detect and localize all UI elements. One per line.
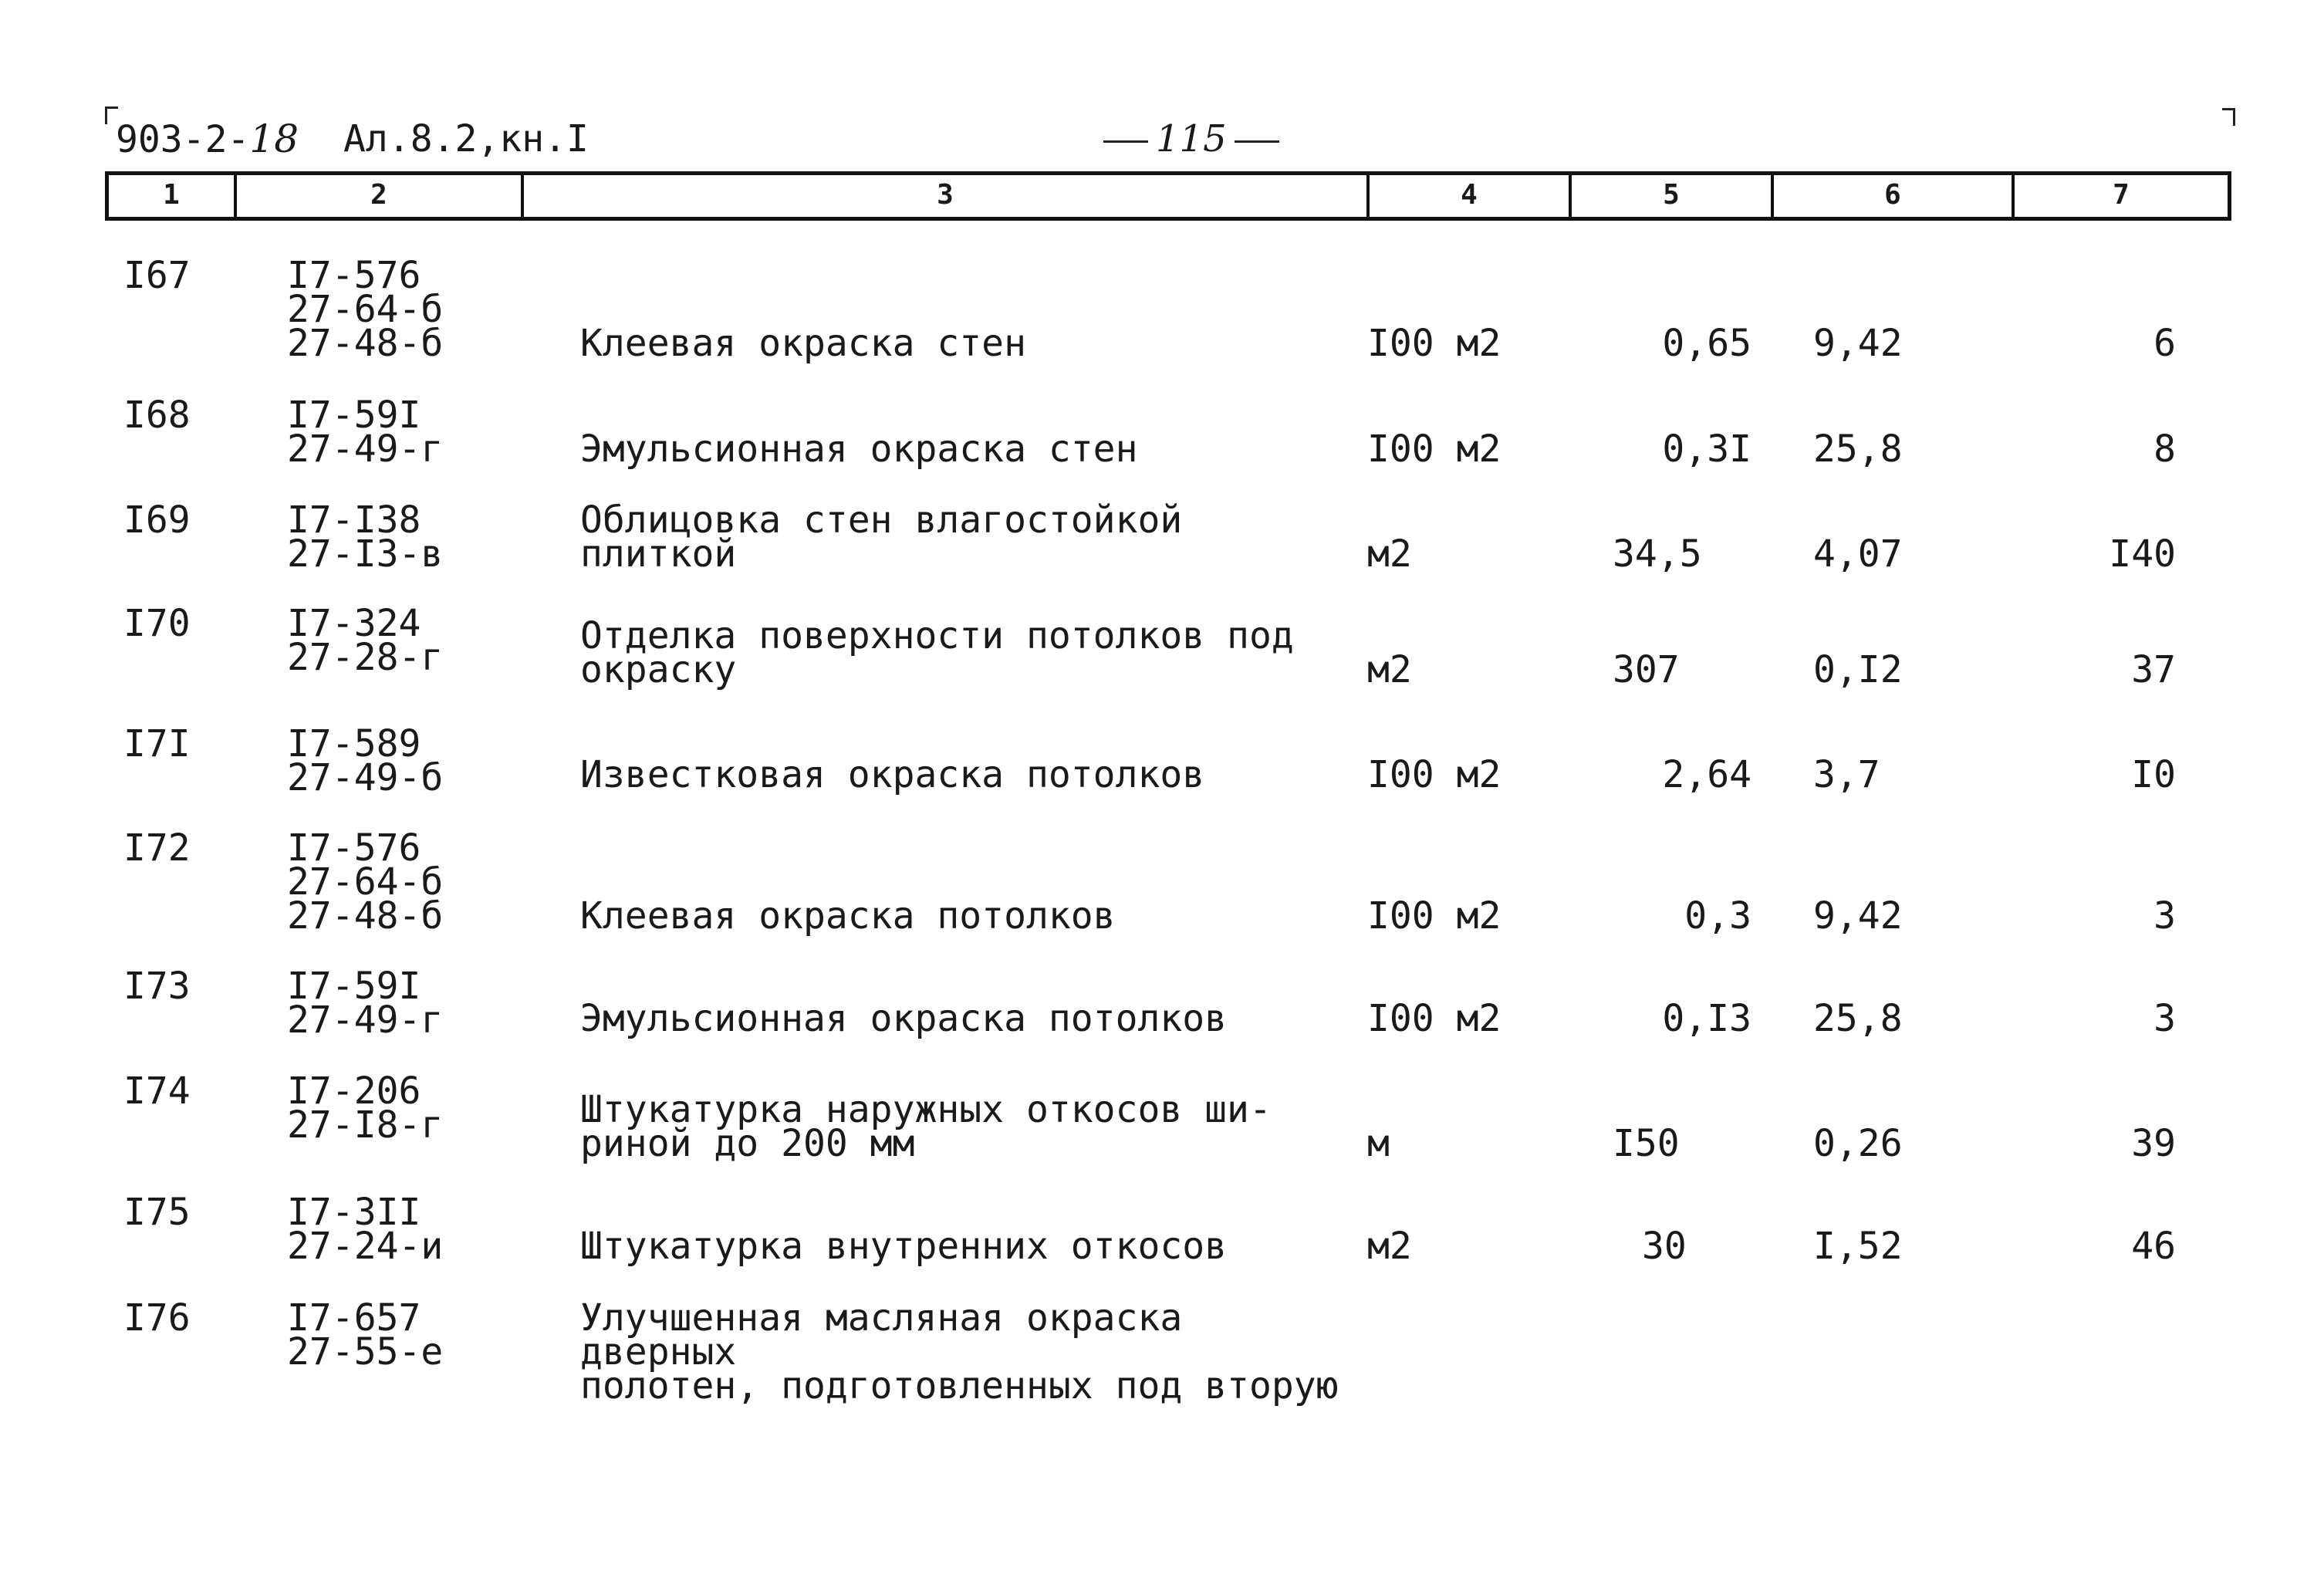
unit: I00 м2 [1367,997,1501,1040]
document-code-handwritten: 18 [249,117,299,161]
column-header-6: 6 [1774,175,2015,217]
work-description: Эмульсионная окраска стен [580,427,1138,471]
column-header-4: 4 [1370,175,1572,217]
total: 3 [2153,894,2176,938]
work-description: Штукатурка внутренних откосов [580,1225,1228,1268]
total: 39 [2131,1122,2176,1165]
quantity: 0,I3 [1662,997,1751,1040]
unit-price: 25,8 [1813,997,1903,1040]
total: I0 [2131,753,2176,796]
unit-price: 3,7 [1813,753,1880,796]
quantity: 34,5 [1613,532,1702,576]
work-description: Клеевая окраска стен [580,322,1026,365]
page-number [1096,116,1287,162]
work-description: Эмульсионная окраска потолков [580,997,1228,1040]
unit: м2 [1367,532,1412,576]
work-description: Облицовка стен влагостойкой плиткой [580,498,1183,576]
quantity: 30 [1642,1225,1687,1268]
total: 6 [2153,322,2176,365]
unit-price: 4,07 [1813,532,1903,576]
row-number: I68 [123,394,191,437]
unit: м2 [1367,1225,1412,1268]
column-header-7: 7 [2113,179,2130,211]
quantity: 0,65 [1662,322,1751,365]
unit-price: 9,42 [1813,322,1903,365]
document-code-typed: 903-2- [116,118,250,161]
norm-codes: I7-657 27-55-е [287,1296,444,1374]
norm-codes: I7-324 27-28-г [287,602,444,679]
work-description: Улучшенная масляная окраска дверных полотен, подготовленных под вторую [580,1296,1339,1407]
row-number: I69 [123,498,191,542]
album-reference: Ал.8.2,кн.I [343,117,589,161]
row-number: I67 [123,254,191,297]
unit: м2 [1367,648,1412,691]
column-header-1: 1 [109,175,237,217]
norm-codes: I7-206 27-I8-г [287,1070,444,1147]
row-number: I76 [123,1296,191,1340]
row-number: I7I [123,722,191,765]
total: I40 [2109,532,2176,576]
norm-codes: I7-576 27-64-б 27-48-б [287,254,444,365]
quantity: 0,3 [1684,894,1751,938]
document-code [116,116,299,163]
page-number-value: 115 [1156,117,1227,161]
unit: I00 м2 [1367,753,1501,796]
row-number: I75 [123,1191,191,1234]
column-header-2: 2 [237,175,524,217]
total: 46 [2131,1225,2176,1268]
row-number: I72 [123,826,191,870]
row-number: I74 [123,1070,191,1113]
total: 37 [2131,648,2176,691]
unit-price: 25,8 [1813,427,1903,471]
unit: м [1367,1122,1390,1165]
norm-codes: I7-I38 27-I3-в [287,498,444,576]
norm-codes: I7-3II 27-24-и [287,1191,444,1268]
quantity: 2,64 [1662,753,1751,796]
corner-mark-top-right [2222,108,2235,126]
norm-codes: I7-589 27-49-б [287,722,444,799]
unit: I00 м2 [1367,427,1501,471]
quantity: 307 [1613,648,1680,691]
total: 3 [2153,997,2176,1040]
column-header-row [105,171,2231,221]
norm-codes: I7-59I 27-49-г [287,965,444,1042]
work-description: Известковая окраска потолков [580,753,1205,796]
norm-codes: I7-59I 27-49-г [287,394,444,471]
quantity: 0,3I [1662,427,1751,471]
unit-price: 0,26 [1813,1122,1903,1165]
unit: I00 м2 [1367,322,1501,365]
total: 8 [2153,427,2176,471]
unit-price: 9,42 [1813,894,1903,938]
unit-price: 0,I2 [1813,648,1903,691]
unit: I00 м2 [1367,894,1501,938]
work-description: Отделка поверхности потолков под окраску [580,614,1294,691]
quantity: I50 [1613,1122,1680,1165]
unit-price: I,52 [1813,1225,1903,1268]
norm-codes: I7-576 27-64-б 27-48-б [287,826,444,938]
row-number: I70 [123,602,191,645]
work-description: Штукатурка наружных откосов ши- риной до 200 мм [580,1088,1272,1165]
column-header-3: 3 [524,175,1370,217]
work-description: Клеевая окраска потолков [580,894,1116,938]
row-number: I73 [123,965,191,1008]
column-header-5: 5 [1572,175,1774,217]
